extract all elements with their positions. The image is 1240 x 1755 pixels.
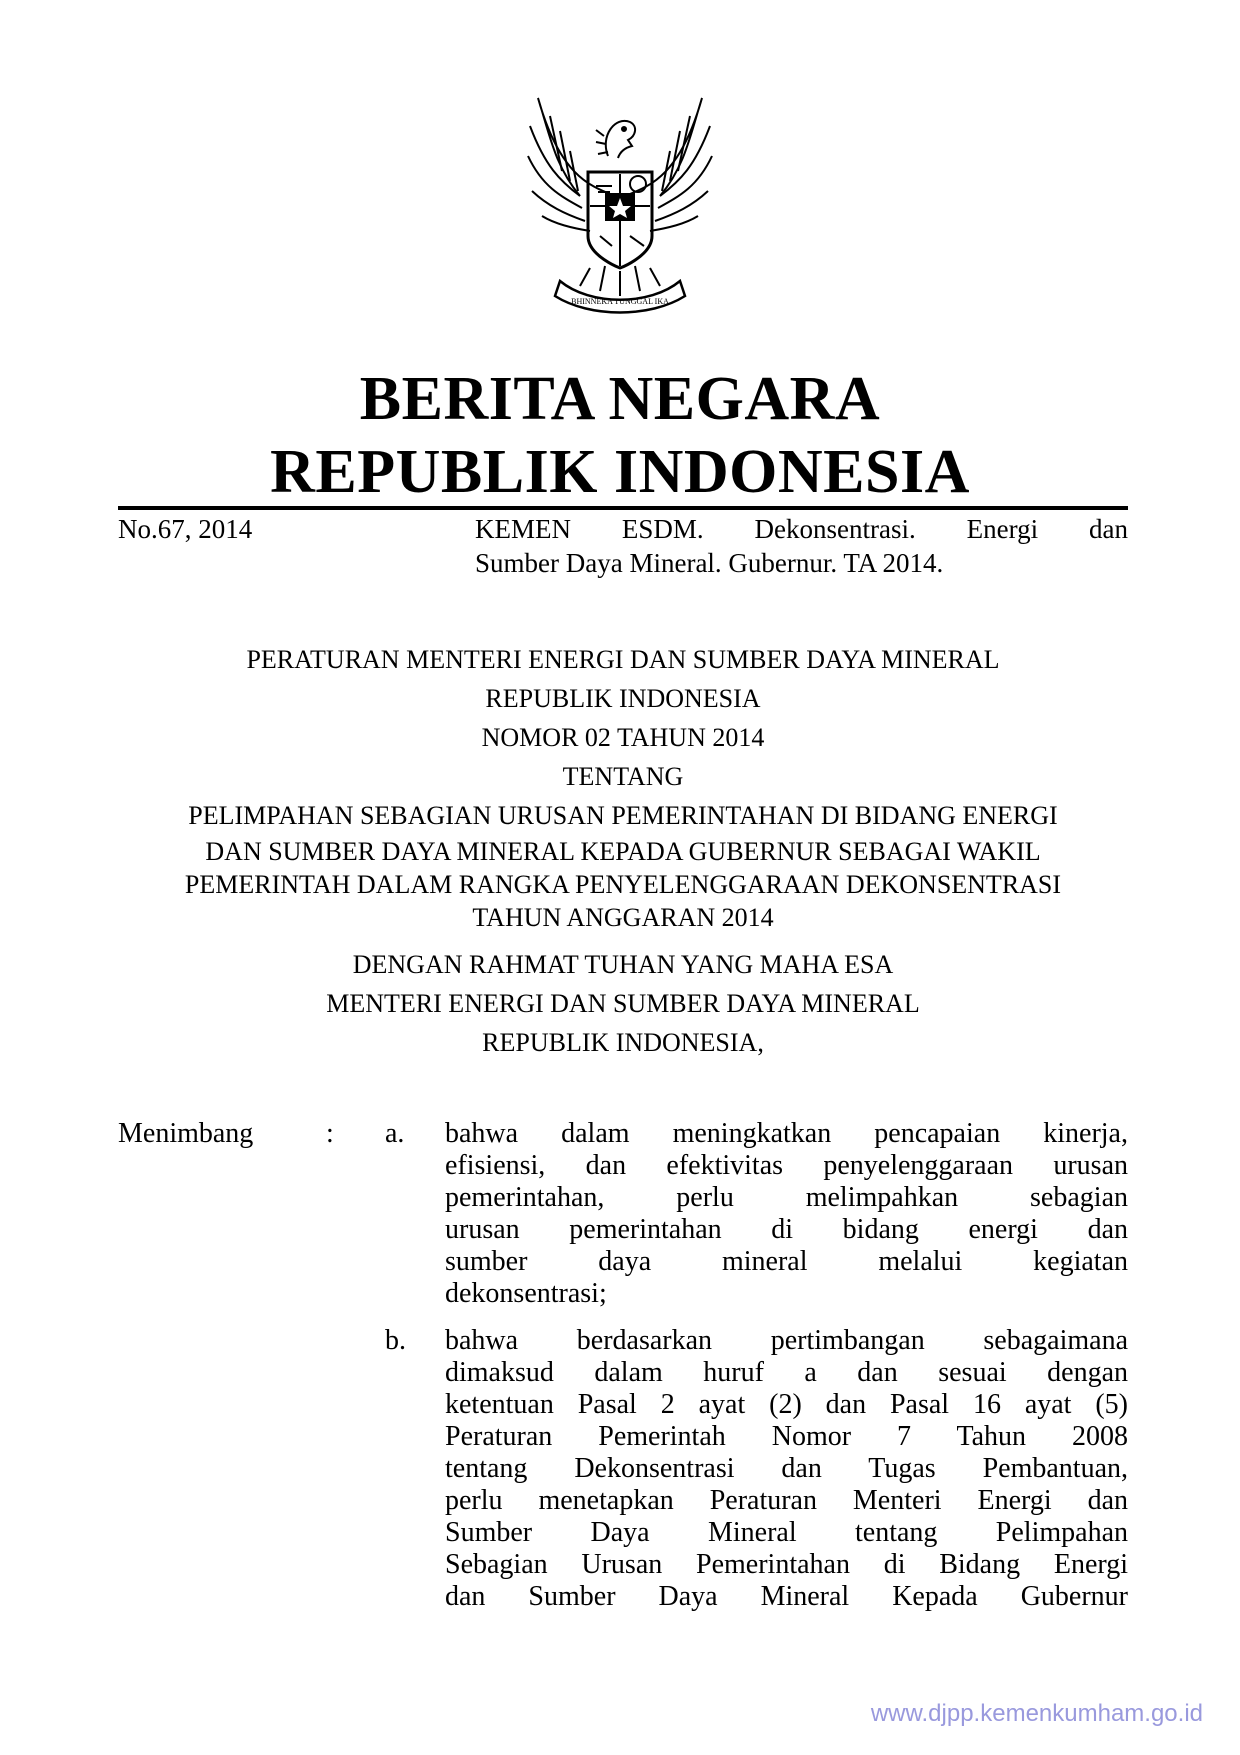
- emblem-motto: BHINNEKA TUNGGAL IKA: [571, 297, 669, 306]
- item-line: pemerintahan, perlu melimpahkan sebagian: [445, 1182, 1128, 1213]
- considering-label: Menimbang: [118, 1118, 254, 1149]
- item-line: dan Sumber Daya Mineral Kepada Gubernur: [445, 1581, 1128, 1612]
- heading-line: PERATURAN MENTERI ENERGI DAN SUMBER DAYA MINERAL: [246, 645, 1000, 674]
- item-line: Sebagian Urusan Pemerintahan di Bidang Energi: [445, 1549, 1128, 1580]
- item-line: dimaksud dalam huruf a dan sesuai dengan: [445, 1357, 1128, 1388]
- heading-line: DAN SUMBER DAYA MINERAL KEPADA GUBERNUR SEBAGAI WAKIL: [205, 837, 1041, 866]
- item-line: dekonsentrasi;: [445, 1278, 607, 1309]
- gazette-subtitle: REPUBLIK INDONESIA: [270, 438, 970, 506]
- item-marker: a.: [385, 1118, 405, 1149]
- considering-item-a: [385, 1118, 1128, 1310]
- item-line: bahwa berdasarkan pertimbangan sebagaimana: [445, 1325, 1128, 1356]
- considering-colon: :: [326, 1118, 334, 1149]
- item-line: Sumber Daya Mineral tentang Pelimpahan: [445, 1517, 1128, 1548]
- garuda-emblem-icon: [520, 96, 720, 316]
- heading-line: REPUBLIK INDONESIA: [485, 684, 761, 713]
- preamble: [118, 945, 1128, 1062]
- item-line: ketentuan Pasal 2 ayat (2) dan Pasal 16 ayat (5): [445, 1389, 1128, 1420]
- item-line: tentang Dekonsentrasi dan Tugas Pembantuan,: [445, 1453, 1128, 1484]
- gazette-title: BERITA NEGARA: [359, 365, 881, 433]
- subject-line: Sumber Daya Mineral. Gubernur. TA 2014.: [475, 548, 944, 578]
- preamble-line: MENTERI ENERGI DAN SUMBER DAYA MINERAL: [326, 989, 920, 1018]
- gazette-subject: [475, 512, 1128, 580]
- regulation-heading: [118, 640, 1128, 934]
- item-line: urusan pemerintahan di bidang energi dan: [445, 1214, 1128, 1245]
- heading-line: NOMOR 02 TAHUN 2014: [481, 723, 765, 752]
- heading-line: PELIMPAHAN SEBAGIAN URUSAN PEMERINTAHAN DI BIDANG ENERGI: [188, 801, 1058, 830]
- considering-item-b: [385, 1325, 1128, 1613]
- heading-line: TENTANG: [562, 762, 684, 791]
- item-text: [445, 1325, 1128, 1613]
- preamble-line: DENGAN RAHMAT TUHAN YANG MAHA ESA: [352, 950, 894, 979]
- preamble-line: REPUBLIK INDONESIA,: [482, 1028, 764, 1057]
- header-divider: [118, 506, 1128, 510]
- subject-line: KEMEN ESDM. Dekonsentrasi. Energi dan: [475, 514, 1128, 544]
- gazette-number: No.67, 2014: [118, 514, 253, 544]
- heading-line: TAHUN ANGGARAN 2014: [472, 903, 774, 932]
- heading-line: PEMERINTAH DALAM RANGKA PENYELENGGARAAN DEKONSENTRASI: [184, 870, 1062, 899]
- item-line: efisiensi, dan efektivitas penyelenggaraan urusan: [445, 1150, 1128, 1181]
- item-line: perlu menetapkan Peraturan Menteri Energi dan: [445, 1485, 1128, 1516]
- item-line: bahwa dalam meningkatkan pencapaian kinerja,: [445, 1118, 1128, 1149]
- item-marker: b.: [385, 1325, 406, 1356]
- item-text: [445, 1118, 1128, 1310]
- item-line: Peraturan Pemerintah Nomor 7 Tahun 2008: [445, 1421, 1128, 1452]
- item-line: sumber daya mineral melalui kegiatan: [445, 1246, 1128, 1277]
- source-link[interactable]: www.djpp.kemenkumham.go.id: [870, 1700, 1203, 1727]
